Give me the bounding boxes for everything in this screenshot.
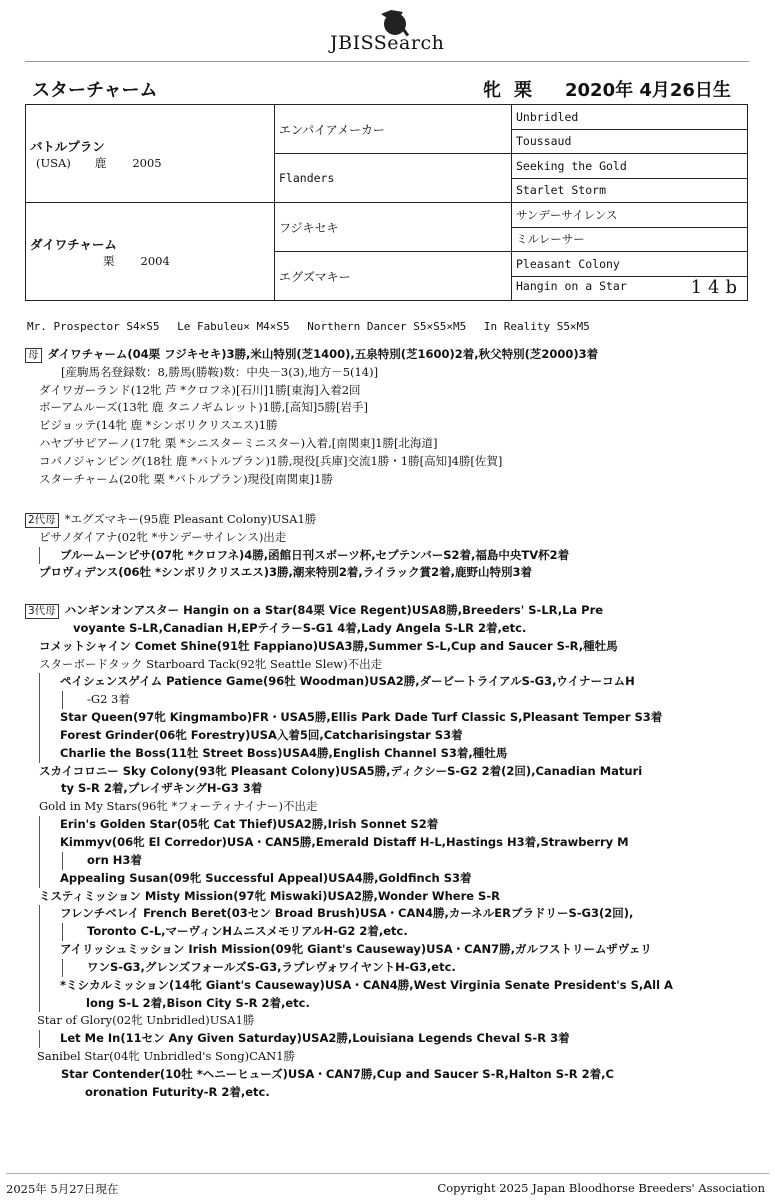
progeny-line: ダイワガーランド(12牝 芦 *クロフネ)[石川]1勝[東海]入着2回: [39, 382, 361, 397]
progeny-line: プロヴィデンス(06牡 *シンボリクリスエス)3勝,潮来特別2着,ライラック賞2着,鹿野山特別3着: [39, 565, 533, 580]
third-dam-section: [25, 602, 755, 1102]
dam-tag: 母: [25, 348, 42, 363]
logo-text: JBIS: [330, 32, 374, 54]
progeny-line-cont: Toronto C-L,マーヴィンHムニスメモリアルH-G2 2着,etc.: [62, 923, 755, 941]
grandsire-2[interactable]: Flanders: [275, 154, 512, 203]
horse-color: 栗: [514, 80, 532, 101]
sire-origin: (USA): [36, 155, 71, 170]
progeny-line: ピサノダイアナ(02牝 *サンデーサイレンス)出走: [39, 529, 287, 544]
second-dam-line: *エグズマキー(95鹿 Pleasant Colony)USA1勝: [64, 512, 317, 526]
progeny-line-cont: ty S-R 2着,プレイザキングH-G3 3着: [61, 781, 263, 796]
progeny-line: Star Contender(10牡 *ヘニーヒューズ)USA・CAN7勝,Cup and Saucer S-R,Halton S-R 2着,C: [61, 1066, 614, 1081]
grandsire-3[interactable]: フジキセキ: [275, 203, 512, 252]
progeny-line: Star Queen(97牝 Kingmambo)FR・USA5勝,Ellis Park Dade Turf Classic S,Pleasant Temper S3着: [39, 709, 755, 727]
sire-cell: [26, 105, 275, 203]
progeny-line: ブルームーンピサ(07牝 *クロフネ)4勝,函館日刊スポーツ杯,セプテンバーS2着,福島中央TV杯2着: [39, 547, 755, 565]
great-grandsire-4[interactable]: Starlet Storm: [512, 178, 748, 203]
footer-divider: [6, 1173, 769, 1174]
second-dam-section: [25, 511, 755, 582]
dam-progeny-summary: [産駒馬名登録数：8,勝馬(勝鞍)数：中央－3(3),地方－5(14)]: [61, 364, 379, 379]
progeny-line: Star of Glory(02牝 Unbridled)USA1勝: [37, 1013, 255, 1028]
progeny-line: ハヤブサピアーノ(17牝 栗 *シニスターミニスター)入着,[南関東]1勝[北海道]: [39, 435, 438, 450]
progeny-line: コパノジャンピング(18牡 鹿 *バトルプラン)1勝,現役[兵庫]交流1勝・1勝[高知]4勝[佐賀]: [39, 453, 503, 468]
progeny-line: ミスティミッション Misty Mission(97牝 Miswaki)USA2勝,Wonder Where S-R: [39, 888, 500, 903]
progeny-line: Kimmyv(06牝 El Corredor)USA・CAN5勝,Emerald Distaff H-L,Hastings H3着,Strawberry M: [39, 834, 755, 852]
dam-section: [25, 346, 755, 488]
progeny-line: *ミシカルミッション(14牝 Giant's Causeway)USA・CAN4勝,West Virginia Senate President's S,All A: [39, 977, 755, 995]
progeny-line-cont: orn H3着: [62, 852, 755, 870]
progeny-line: ペイシェンスゲイム Patience Game(96牡 Woodman)USA2勝,ダービートライアルS-G3,ウイナーコムH: [39, 673, 755, 691]
sire-year: 2005: [132, 155, 162, 170]
dam-year: 2004: [140, 253, 170, 268]
grandsire-4[interactable]: エグズマキー: [275, 252, 512, 301]
header-divider: [25, 61, 749, 62]
progeny-line: ボーアムルーズ(13牝 鹿 タニノギムレット)1勝,[高知]5勝[岩手]: [39, 400, 369, 415]
progeny-line: スカイコロニー Sky Colony(93牝 Pleasant Colony)USA5勝,ディクシーS-G2 2着(2回),Canadian Maturi: [39, 763, 643, 778]
horse-birthdate: 2020年 4月26日生: [565, 80, 731, 101]
great-grandsire-8-name[interactable]: Hangin on a Star: [516, 278, 627, 293]
logo-search-text: Search: [373, 32, 445, 54]
great-grandsire-7[interactable]: Pleasant Colony: [512, 252, 748, 277]
third-dam-tag: 3代母: [25, 604, 59, 619]
dam-color: 栗: [103, 253, 115, 268]
progeny-line: Gold in My Stars(96牝 *フォーティナイナー)不出走: [39, 799, 318, 814]
great-grandsire-5[interactable]: サンデーサイレンス: [512, 203, 748, 228]
progeny-line-cont: ワンS-G3,グレンズフォールズS-G3,ラプレヴォワイヤントH-G3,etc.: [62, 959, 755, 977]
progeny-line: Charlie the Boss(11牡 Street Boss)USA4勝,English Channel S3着,種牡馬: [39, 745, 755, 763]
pedigree-table: [25, 104, 748, 301]
footer-copyright: Copyright 2025 Japan Bloodhorse Breeders' Association: [437, 1181, 765, 1195]
jbis-logo[interactable]: [318, 8, 468, 54]
horse-sex: 牝: [483, 80, 501, 101]
third-dam-line: ハンギンオンアスター Hangin on a Star(84栗 Vice Regent)USA8勝,Breeders' S-LR,La Pre: [64, 603, 604, 617]
progeny-line: スターボードタック Starboard Tack(92牝 Seattle Slew)不出走: [39, 656, 383, 671]
great-grandsire-1[interactable]: Unbridled: [512, 105, 748, 130]
great-grandsire-6[interactable]: ミルレーサー: [512, 227, 748, 252]
progeny-line: コメットシャイン Comet Shine(91牡 Fappiano)USA3勝,Summer S-L,Cup and Saucer S-R,種牡馬: [39, 638, 618, 653]
dam-name[interactable]: ダイワチャーム: [30, 236, 117, 252]
progeny-line: Let Me In(11セン Any Given Saturday)USA2勝,Louisiana Legends Cheval S-R 3着: [39, 1030, 755, 1048]
progeny-line: Appealing Susan(09牝 Successful Appeal)USA4勝,Goldfinch S3着: [39, 870, 755, 888]
inbreeding-crosses: Mr. Prospector S4×S5 Le Fabuleu× M4×S5 Northern Dancer S5×S5×M5 In Reality S5×M5: [27, 320, 590, 333]
great-grandsire-2[interactable]: Toussaud: [512, 129, 748, 154]
progeny-line: フレンチベレイ French Beret(03セン Broad Brush)USA・CAN4勝,カーネルERブラドリーS-G3(2回),: [39, 905, 755, 923]
footer-date: 2025年 5月27日現在: [6, 1182, 119, 1196]
progeny-line: スターチャーム(20牝 栗 *バトルプラン)現役[南関東]1勝: [39, 471, 333, 486]
great-grandsire-8: [512, 276, 748, 301]
progeny-line: Erin's Golden Star(05牝 Cat Thief)USA2勝,Irish Sonnet S2着: [39, 816, 755, 834]
progeny-line: ビジョッテ(14牝 鹿 *シンボリクリスエス)1勝: [39, 418, 278, 433]
third-dam-line-cont: voyante S-LR,Canadian H,EPテイラーS-G1 4着,Lady Angela S-LR 2着,etc.: [73, 620, 527, 635]
progeny-line: Sanibel Star(04牝 Unbridled's Song)CAN1勝: [37, 1049, 296, 1064]
progeny-line: Forest Grinder(06牝 Forestry)USA入着5回,Catcharisingstar S3着: [39, 727, 755, 745]
dam-cell: [26, 203, 275, 301]
progeny-line-cont: long S-L 2着,Bison City S-R 2着,etc.: [39, 995, 755, 1013]
progeny-line: アイリッシュミッション Irish Mission(09牝 Giant's Causeway)USA・CAN7勝,ガルフストリームザヴェリ: [39, 941, 755, 959]
dam-line: ダイワチャーム(04栗 フジキセキ)3勝,米山特別(芝1400),五泉特別(芝1600)2着,秋父特別(芝2000)3着: [47, 347, 599, 361]
grandsire-1[interactable]: エンパイアメーカー: [275, 105, 512, 154]
progeny-line-cont: -G2 3着: [62, 691, 755, 709]
sire-color: 鹿: [94, 155, 107, 170]
second-dam-tag: 2代母: [25, 513, 59, 528]
sire-name[interactable]: バトルプラン: [30, 138, 105, 154]
horse-name: スターチャーム: [32, 80, 158, 101]
progeny-line-cont: oronation Futurity-R 2着,etc.: [85, 1084, 270, 1099]
great-grandsire-3[interactable]: Seeking the Gold: [512, 154, 748, 179]
family-code: 14b: [690, 276, 743, 298]
